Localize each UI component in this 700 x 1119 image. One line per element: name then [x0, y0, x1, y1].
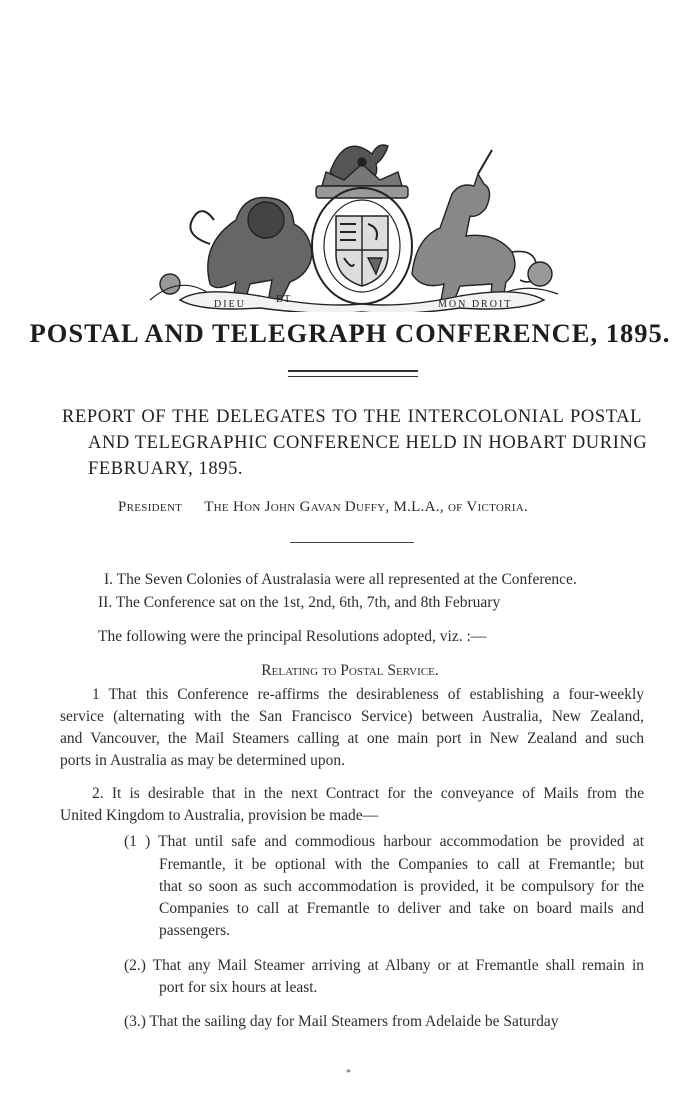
subclause-2-line-1: (2.) That any Mail Steamer arriving at Albany or at Fremantle shall remain in [124, 957, 644, 974]
subclause-1-line-2: Fremantle, it be optional with the Companies to call at Fremantle; but [159, 856, 644, 873]
president-label: President [118, 499, 183, 515]
intro-item-1-text: The Seven Colonies of Australasia were all represented at the Conference. [116, 571, 577, 588]
intro-item-2-text: The Conference sat on the 1st, 2nd, 6th, 7th, and 8th February [115, 594, 501, 611]
intro-item-2 [98, 592, 500, 614]
resolution-1-line-3: and Vancouver, the Mail Steamers calling at one main port in New Zealand and such [60, 730, 644, 747]
scroll-motto-mid: ET [276, 294, 293, 305]
report-heading-line-2: AND TELEGRAPHIC CONFERENCE HELD IN HOBART DURING [88, 433, 648, 453]
resolution-2-line-1: 2. It is desirable that in the next Contract for the conveyance of Mails from the [92, 785, 644, 802]
report-heading-line-3: FEBRUARY, 1895. [88, 459, 244, 479]
report-heading-line-1: REPORT OF THE DELEGATES TO THE INTERCOLONIAL POSTAL [62, 407, 642, 427]
subclause-1-line-4: Companies to call at Fremantle to deliver and take on board mails and [159, 900, 644, 917]
resolution-1-line-2: service (alternating with the San Francisco Service) between Australia, New Zealand, [60, 708, 644, 725]
scroll-motto-left: DIEU [214, 299, 246, 310]
intro-item-1-number: I. [104, 571, 114, 588]
signature-mark: * [346, 1068, 351, 1079]
document-title: POSTAL AND TELEGRAPH CONFERENCE, 1895. [29, 318, 671, 348]
resolution-1-line-4: ports in Australia as may be determined upon. [60, 752, 345, 769]
intro-item-2-number: II. [98, 594, 113, 611]
intro-item-1 [104, 569, 577, 591]
resolution-2-line-2: United Kingdom to Australia, provision be made— [60, 807, 379, 824]
scroll-motto-right: MON DROIT [438, 299, 513, 310]
president-name: The Hon John Gavan Duffy, M.L.A., of Victoria. [204, 499, 529, 515]
subclause-1-line-5: passengers. [159, 922, 231, 939]
subclause-3-line-1: (3.) That the sailing day for Mail Steamers from Adelaide be Saturday [124, 1013, 559, 1030]
subclause-1-line-3: that so soon as such accommodation is provided, it be compulsory for the [159, 878, 644, 895]
section-heading-postal-service: Relating to Postal Service. [261, 662, 439, 679]
resolutions-lead: The following were the principal Resolutions adopted, viz. :— [98, 628, 487, 645]
resolution-1-line-1: 1 That this Conference re-affirms the desirableness of establishing a four-weekly [92, 686, 644, 703]
subclause-1-line-1: (1 ) That until safe and commodious harbour accommodation be provided at [124, 833, 644, 850]
subclause-2-line-2: port for six hours at least. [159, 979, 318, 996]
